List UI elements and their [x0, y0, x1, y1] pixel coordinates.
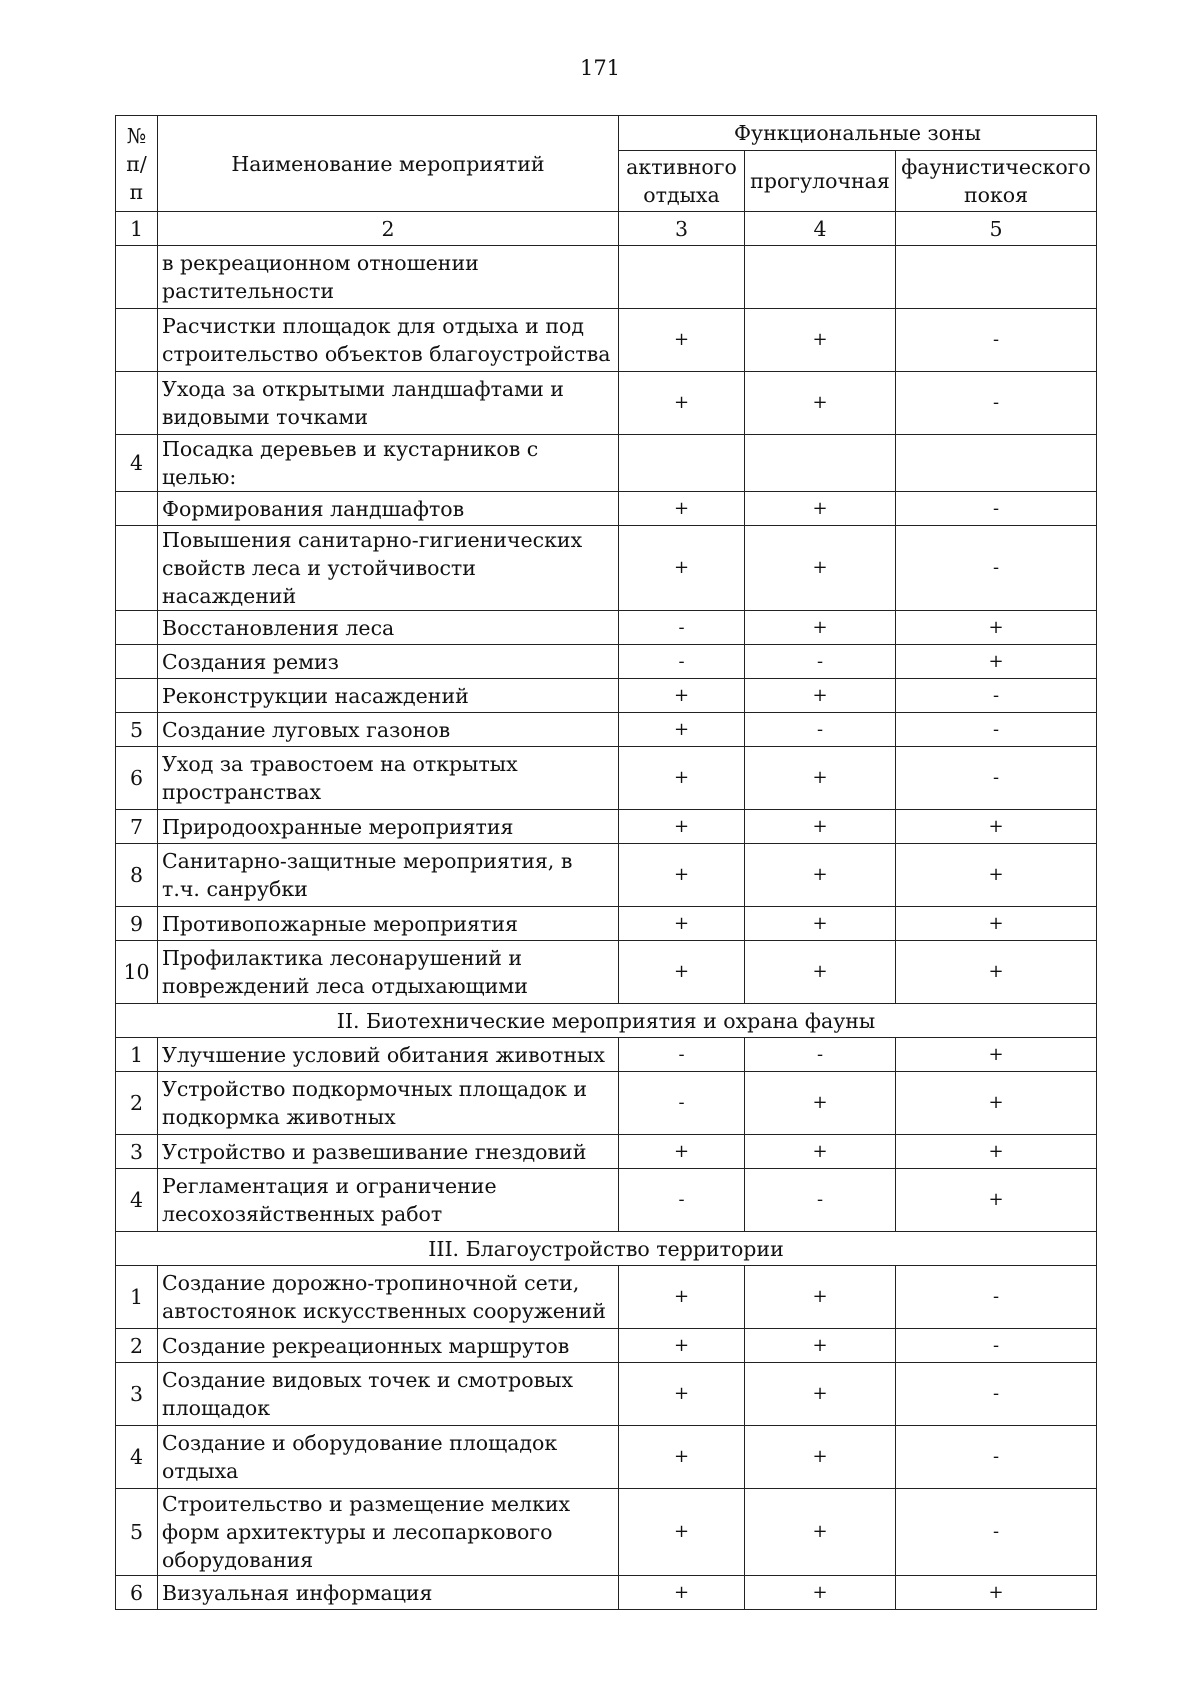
mark-active-zone: -: [619, 1169, 745, 1232]
page-number: 171: [579, 56, 621, 80]
mark-fauna-zone: -: [896, 372, 1097, 435]
table-row: [116, 492, 1097, 526]
mark-fauna-zone: -: [896, 309, 1097, 372]
row-number: [116, 372, 158, 435]
mark-fauna-zone: +: [896, 810, 1097, 844]
measure-name: Создание луговых газонов: [158, 713, 619, 747]
measure-name: Регламентация и ограничение лесохозяйственных работ: [158, 1169, 619, 1232]
mark-active-zone: +: [619, 1363, 745, 1426]
row-number: 10: [116, 941, 158, 1004]
table-row: [116, 611, 1097, 645]
row-number: 3: [116, 1135, 158, 1169]
table-row: [116, 246, 1097, 309]
measure-name: Восстановления леса: [158, 611, 619, 645]
measure-name: Создание видовых точек и смотровых площадок: [158, 1363, 619, 1426]
mark-walk-zone: +: [745, 1135, 896, 1169]
row-number: 6: [116, 747, 158, 810]
measure-name: Профилактика лесонарушений и повреждений леса отдыхающими: [158, 941, 619, 1004]
row-number: [116, 309, 158, 372]
mark-walk-zone: +: [745, 1426, 896, 1489]
mark-active-zone: -: [619, 1072, 745, 1135]
row-number: 6: [116, 1576, 158, 1610]
section-title: III. Благоустройство территории: [116, 1232, 1097, 1266]
measure-name: Ухода за открытыми ландшафтами и видовыми точками: [158, 372, 619, 435]
row-number: [116, 611, 158, 645]
table-row: [116, 747, 1097, 810]
mark-walk-zone: +: [745, 1576, 896, 1610]
mark-active-zone: +: [619, 309, 745, 372]
mark-fauna-zone: [896, 435, 1097, 492]
mark-active-zone: +: [619, 941, 745, 1004]
mark-walk-zone: -: [745, 713, 896, 747]
table-row: [116, 1038, 1097, 1072]
row-number: 1: [116, 1266, 158, 1329]
mark-walk-zone: +: [745, 679, 896, 713]
table-row: [116, 907, 1097, 941]
measure-name: в рекреационном отношении растительности: [158, 246, 619, 309]
mark-fauna-zone: -: [896, 1426, 1097, 1489]
table-row: [116, 526, 1097, 611]
table-row: [116, 435, 1097, 492]
row-number: 3: [116, 1363, 158, 1426]
mark-fauna-zone: -: [896, 1329, 1097, 1363]
mark-fauna-zone: +: [896, 1038, 1097, 1072]
measure-name: Повышения санитарно-гигиенических свойств леса и устойчивости насаждений: [158, 526, 619, 611]
mark-fauna-zone: +: [896, 1576, 1097, 1610]
mark-fauna-zone: -: [896, 526, 1097, 611]
mark-fauna-zone: [896, 246, 1097, 309]
mark-walk-zone: +: [745, 941, 896, 1004]
row-number: [116, 645, 158, 679]
measure-name: Строительство и размещение мелких форм архитектуры и лесопаркового оборудования: [158, 1489, 619, 1576]
row-number: [116, 679, 158, 713]
measure-name: Санитарно-защитные мероприятия, в т.ч. санрубки: [158, 844, 619, 907]
column-number-row: [116, 212, 1097, 246]
mark-active-zone: +: [619, 1426, 745, 1489]
row-number: 4: [116, 1426, 158, 1489]
mark-active-zone: +: [619, 679, 745, 713]
mark-active-zone: +: [619, 1489, 745, 1576]
measure-name: Создание дорожно-тропиночной сети, автостоянок искусственных сооружений: [158, 1266, 619, 1329]
mark-fauna-zone: +: [896, 941, 1097, 1004]
table-row: [116, 1135, 1097, 1169]
mark-walk-zone: +: [745, 309, 896, 372]
mark-active-zone: +: [619, 1266, 745, 1329]
column-number: 3: [619, 212, 745, 246]
mark-walk-zone: [745, 246, 896, 309]
mark-fauna-zone: -: [896, 713, 1097, 747]
mark-fauna-zone: +: [896, 1072, 1097, 1135]
mark-active-zone: +: [619, 1329, 745, 1363]
mark-walk-zone: +: [745, 372, 896, 435]
mark-walk-zone: -: [745, 645, 896, 679]
header-row: [116, 116, 1097, 151]
mark-active-zone: +: [619, 1135, 745, 1169]
measure-name: Реконструкции насаждений: [158, 679, 619, 713]
column-number: 2: [158, 212, 619, 246]
mark-active-zone: +: [619, 844, 745, 907]
row-number: [116, 526, 158, 611]
mark-fauna-zone: +: [896, 907, 1097, 941]
mark-active-zone: +: [619, 713, 745, 747]
measure-name: Улучшение условий обитания животных: [158, 1038, 619, 1072]
mark-fauna-zone: -: [896, 679, 1097, 713]
mark-walk-zone: +: [745, 1329, 896, 1363]
mark-fauna-zone: -: [896, 747, 1097, 810]
measure-name: Визуальная информация: [158, 1576, 619, 1610]
measure-name: Противопожарные мероприятия: [158, 907, 619, 941]
mark-fauna-zone: +: [896, 1135, 1097, 1169]
table-row: [116, 309, 1097, 372]
mark-active-zone: +: [619, 526, 745, 611]
table-body: [116, 116, 1097, 1610]
mark-active-zone: +: [619, 492, 745, 526]
row-number: 1: [116, 1038, 158, 1072]
header-name: Наименование мероприятий: [158, 116, 619, 212]
table-row: [116, 372, 1097, 435]
mark-fauna-zone: +: [896, 844, 1097, 907]
mark-fauna-zone: +: [896, 645, 1097, 679]
measure-name: Расчистки площадок для отдыха и под строительство объектов благоустройства: [158, 309, 619, 372]
table-row: [116, 679, 1097, 713]
row-number: 4: [116, 1169, 158, 1232]
mark-fauna-zone: +: [896, 611, 1097, 645]
mark-walk-zone: +: [745, 1266, 896, 1329]
measure-name: Формирования ландшафтов: [158, 492, 619, 526]
header-num: № п/п: [116, 116, 158, 212]
mark-walk-zone: +: [745, 526, 896, 611]
section-header-row: [116, 1004, 1097, 1038]
mark-walk-zone: +: [745, 844, 896, 907]
table-row: [116, 1489, 1097, 1576]
table-row: [116, 1266, 1097, 1329]
table-row: [116, 1426, 1097, 1489]
mark-walk-zone: +: [745, 1072, 896, 1135]
mark-walk-zone: +: [745, 611, 896, 645]
table-row: [116, 1576, 1097, 1610]
measure-name: Создание рекреационных маршрутов: [158, 1329, 619, 1363]
mark-walk-zone: -: [745, 1169, 896, 1232]
measure-name: Устройство подкормочных площадок и подкормка животных: [158, 1072, 619, 1135]
row-number: [116, 492, 158, 526]
mark-walk-zone: +: [745, 1489, 896, 1576]
mark-active-zone: +: [619, 907, 745, 941]
measure-name: Устройство и развешивание гнездовий: [158, 1135, 619, 1169]
mark-active-zone: +: [619, 372, 745, 435]
mark-active-zone: +: [619, 747, 745, 810]
mark-walk-zone: -: [745, 1038, 896, 1072]
measure-name: Создания ремиз: [158, 645, 619, 679]
row-number: 5: [116, 713, 158, 747]
row-number: 2: [116, 1329, 158, 1363]
mark-walk-zone: +: [745, 907, 896, 941]
measure-name: Посадка деревьев и кустарников с целью:: [158, 435, 619, 492]
mark-active-zone: [619, 246, 745, 309]
header-zone-walk: прогулочная: [745, 151, 896, 212]
header-zone-fauna: фаунистического покоя: [896, 151, 1097, 212]
mark-walk-zone: +: [745, 1363, 896, 1426]
header-zone-active: активного отдыха: [619, 151, 745, 212]
section-header-row: [116, 1232, 1097, 1266]
table-row: [116, 941, 1097, 1004]
measure-name: Природоохранные мероприятия: [158, 810, 619, 844]
table-row: [116, 1072, 1097, 1135]
mark-active-zone: -: [619, 645, 745, 679]
row-number: [116, 246, 158, 309]
column-number: 5: [896, 212, 1097, 246]
mark-active-zone: +: [619, 1576, 745, 1610]
mark-fauna-zone: -: [896, 492, 1097, 526]
table-row: [116, 713, 1097, 747]
row-number: 4: [116, 435, 158, 492]
mark-active-zone: -: [619, 1038, 745, 1072]
mark-fauna-zone: -: [896, 1266, 1097, 1329]
mark-fauna-zone: +: [896, 1169, 1097, 1232]
measures-table: [115, 115, 1097, 1610]
table-row: [116, 1169, 1097, 1232]
column-number: 1: [116, 212, 158, 246]
column-number: 4: [745, 212, 896, 246]
header-zones: Функциональные зоны: [619, 116, 1097, 151]
table-row: [116, 645, 1097, 679]
mark-fauna-zone: -: [896, 1363, 1097, 1426]
mark-fauna-zone: -: [896, 1489, 1097, 1576]
table-row: [116, 844, 1097, 907]
mark-active-zone: [619, 435, 745, 492]
row-number: 2: [116, 1072, 158, 1135]
mark-active-zone: +: [619, 810, 745, 844]
row-number: 5: [116, 1489, 158, 1576]
measure-name: Уход за травостоем на открытых пространствах: [158, 747, 619, 810]
row-number: 7: [116, 810, 158, 844]
table-row: [116, 810, 1097, 844]
section-title: II. Биотехнические мероприятия и охрана фауны: [116, 1004, 1097, 1038]
table-row: [116, 1329, 1097, 1363]
mark-walk-zone: +: [745, 492, 896, 526]
table-row: [116, 1363, 1097, 1426]
row-number: 9: [116, 907, 158, 941]
mark-walk-zone: +: [745, 810, 896, 844]
measure-name: Создание и оборудование площадок отдыха: [158, 1426, 619, 1489]
row-number: 8: [116, 844, 158, 907]
mark-walk-zone: [745, 435, 896, 492]
mark-active-zone: -: [619, 611, 745, 645]
mark-walk-zone: +: [745, 747, 896, 810]
